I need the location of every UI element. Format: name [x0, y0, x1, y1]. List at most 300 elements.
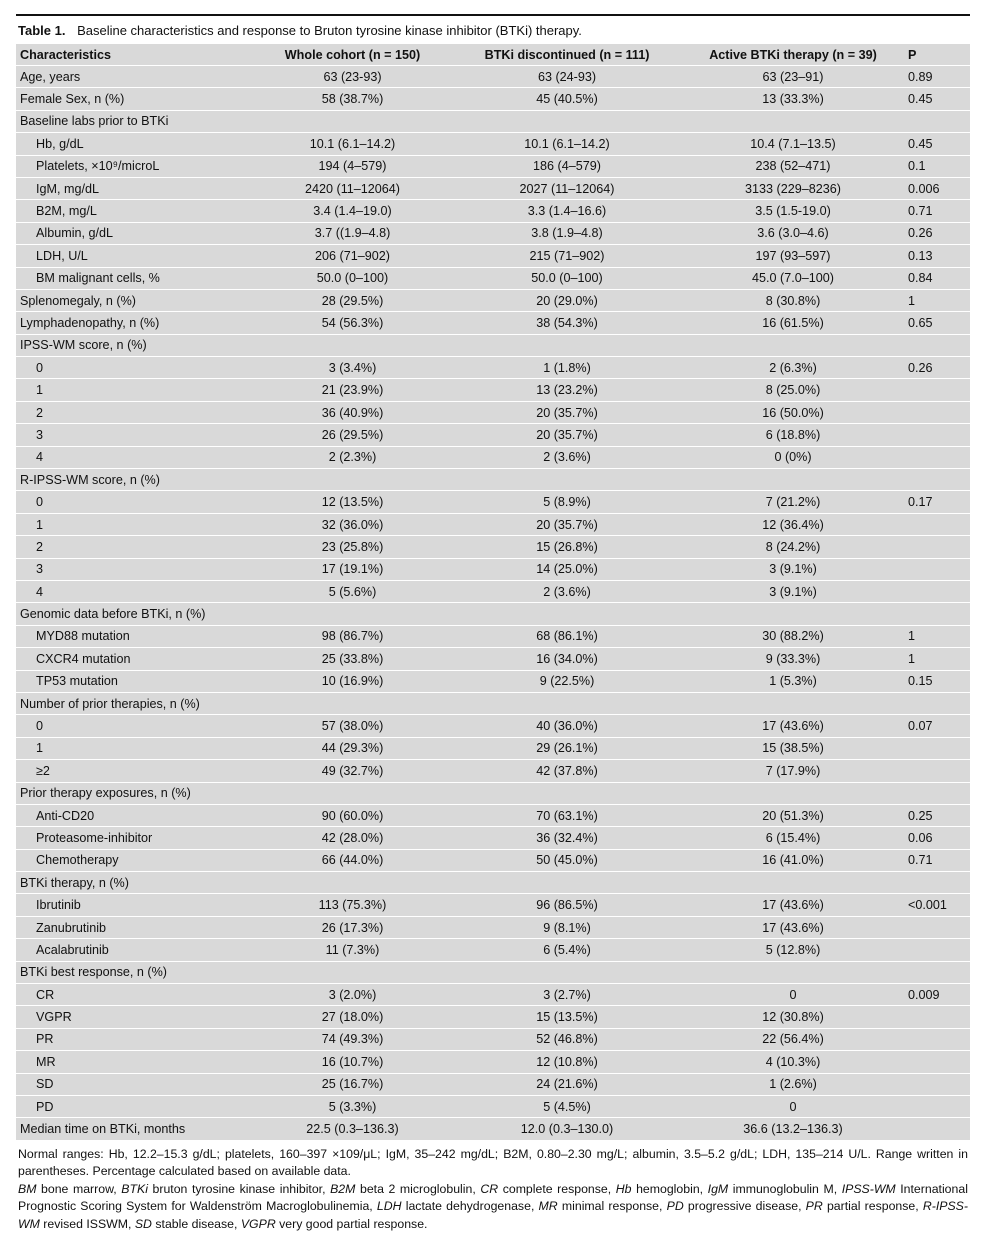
discontinued-value: 15 (13.5%): [536, 1010, 598, 1025]
table-row: [16, 670, 970, 692]
discontinued-value: [452, 334, 682, 356]
row-label: BTKi therapy, n (%): [20, 875, 129, 890]
discontinued-value: 96 (86.5%): [536, 898, 598, 913]
p-value: 0.25: [908, 808, 933, 823]
row-label: 2: [36, 405, 44, 420]
active-value: 17 (43.6%): [762, 719, 824, 734]
p-value: [904, 939, 970, 961]
whole-cohort-value: 5 (3.3%): [328, 1099, 377, 1114]
whole-cohort-value: 17 (19.1%): [321, 562, 384, 577]
whole-cohort-value: 26 (29.5%): [321, 427, 384, 442]
active-value: 6 (15.4%): [765, 830, 821, 845]
active-value: 36.6 (13.2–136.3): [743, 1122, 843, 1137]
abbrev-term: B2M: [330, 1181, 356, 1196]
whole-cohort-value: [253, 469, 452, 491]
characteristics-table: [16, 44, 970, 1140]
row-label: BTKi best response, n (%): [20, 965, 167, 980]
whole-cohort-value: 66 (44.0%): [321, 853, 384, 868]
abbrev-definition: stable disease: [155, 1216, 234, 1231]
row-label: Anti-CD20: [36, 808, 95, 823]
table-row: [16, 1095, 970, 1117]
row-label: PR: [36, 1032, 54, 1047]
p-value: [904, 334, 970, 356]
table-row: [16, 536, 970, 558]
discontinued-value: 70 (63.1%): [536, 808, 598, 823]
table-row: [16, 760, 970, 782]
active-value: [682, 961, 904, 983]
abbrev-definition: bone marrow: [41, 1181, 114, 1196]
row-label: Acalabrutinib: [36, 942, 109, 957]
discontinued-value: 38 (54.3%): [536, 315, 598, 330]
discontinued-value: 16 (34.0%): [536, 651, 598, 666]
p-value: 0.15: [908, 674, 933, 689]
row-label: Proteasome-inhibitor: [36, 830, 153, 845]
active-value: [682, 603, 904, 625]
active-value: 3133 (229–8236): [745, 181, 841, 196]
discontinued-value: 2 (3.6%): [543, 450, 591, 465]
table-row: [16, 334, 970, 356]
whole-cohort-value: 3.7 ((1.9–4.8): [314, 226, 391, 241]
row-label: Zanubrutinib: [36, 920, 107, 935]
active-value: 8 (25.0%): [765, 383, 821, 398]
p-value: [904, 424, 970, 446]
header-characteristics: Characteristics: [16, 44, 253, 66]
abbrev-definition: immunoglobulin M: [732, 1181, 834, 1196]
whole-cohort-value: [253, 110, 452, 132]
whole-cohort-value: 5 (5.6%): [328, 584, 377, 599]
discontinued-value: 3.8 (1.9–4.8): [531, 226, 603, 241]
p-value: [904, 580, 970, 602]
row-label: 4: [36, 450, 44, 465]
row-label: 1: [36, 383, 44, 398]
row-label: IPSS-WM score, n (%): [20, 338, 147, 353]
whole-cohort-value: 16 (10.7%): [321, 1054, 384, 1069]
active-value: 20 (51.3%): [762, 808, 824, 823]
abbrev-term: VGPR: [240, 1216, 276, 1231]
table-row: [16, 827, 970, 849]
discontinued-value: 20 (35.7%): [536, 427, 598, 442]
p-value: 0.06: [908, 830, 933, 845]
row-label: B2M, mg/L: [36, 204, 97, 219]
table-row: [16, 110, 970, 132]
discontinued-value: [452, 603, 682, 625]
p-value: 1: [908, 293, 916, 308]
table-row: [16, 267, 970, 289]
table-row: [16, 491, 970, 513]
table-row: [16, 737, 970, 759]
active-value: 3.6 (3.0–4.6): [757, 226, 829, 241]
active-value: 16 (41.0%): [762, 853, 824, 868]
discontinued-value: 20 (35.7%): [536, 517, 598, 532]
whole-cohort-value: 50.0 (0–100): [316, 271, 389, 286]
table-row: [16, 66, 970, 88]
p-value: [904, 469, 970, 491]
active-value: [682, 692, 904, 714]
whole-cohort-value: 57 (38.0%): [321, 719, 384, 734]
discontinued-value: 12.0 (0.3–130.0): [520, 1122, 614, 1137]
whole-cohort-value: [253, 334, 452, 356]
active-value: [682, 334, 904, 356]
active-value: 7 (17.9%): [765, 763, 821, 778]
active-value: 4 (10.3%): [765, 1054, 821, 1069]
p-value: [904, 782, 970, 804]
active-value: 16 (50.0%): [762, 405, 824, 420]
row-label: ≥2: [36, 763, 50, 778]
discontinued-value: 45 (40.5%): [536, 92, 598, 107]
row-label: IgM, mg/dL: [36, 181, 99, 196]
table-row: [16, 782, 970, 804]
whole-cohort-value: 194 (4–579): [318, 159, 387, 174]
header-whole-cohort: Whole cohort (n = 150): [253, 44, 452, 66]
table-row: [16, 1051, 970, 1073]
discontinued-value: 9 (8.1%): [543, 920, 591, 935]
table-row: [16, 379, 970, 401]
active-value: 2 (6.3%): [769, 360, 817, 375]
active-value: 6 (18.8%): [765, 427, 821, 442]
whole-cohort-value: 2 (2.3%): [328, 450, 377, 465]
p-value: 1: [908, 651, 916, 666]
p-value: 0.65: [908, 315, 933, 330]
header-active-btki: Active BTKi therapy (n = 39): [682, 44, 904, 66]
active-value: 12 (30.8%): [762, 1010, 824, 1025]
active-value: 197 (93–597): [755, 248, 831, 263]
whole-cohort-value: 26 (17.3%): [321, 920, 384, 935]
active-value: 16 (61.5%): [762, 315, 824, 330]
row-label: 3: [36, 427, 44, 442]
p-value: 0.89: [908, 69, 933, 84]
row-label: Median time on BTKi, months: [20, 1122, 186, 1137]
row-label: LDH, U/L: [36, 248, 88, 263]
row-label: CR: [36, 987, 55, 1002]
table-row: [16, 245, 970, 267]
active-value: 17 (43.6%): [762, 898, 824, 913]
p-value: 0.71: [908, 853, 933, 868]
p-value: [904, 961, 970, 983]
discontinued-value: [452, 110, 682, 132]
discontinued-value: 52 (46.8%): [536, 1032, 598, 1047]
row-label: 0: [36, 719, 44, 734]
whole-cohort-value: 32 (36.0%): [321, 517, 384, 532]
p-value: <0.001: [908, 898, 947, 913]
abbrev-term: R-IPSS-WM: [18, 1199, 968, 1231]
table-row: [16, 648, 970, 670]
abbrev-term: BTKi: [121, 1181, 148, 1196]
active-value: 5 (12.8%): [765, 942, 821, 957]
discontinued-value: 2027 (11–12064): [519, 181, 615, 196]
active-value: 3 (9.1%): [769, 562, 817, 577]
row-label: Platelets, ×10⁹/microL: [36, 159, 160, 174]
discontinued-value: 36 (32.4%): [536, 830, 598, 845]
discontinued-value: [452, 692, 682, 714]
active-value: 10.4 (7.1–13.5): [750, 136, 836, 151]
active-value: 238 (52–471): [755, 159, 831, 174]
table-row: [16, 513, 970, 535]
table-row: [16, 88, 970, 110]
whole-cohort-value: 206 (71–902): [315, 248, 390, 263]
abbrev-term: PD: [666, 1199, 684, 1214]
active-value: 17 (43.6%): [762, 920, 824, 935]
active-value: 45.0 (7.0–100): [752, 271, 834, 286]
table-body: [16, 66, 970, 1140]
active-value: 1 (5.3%): [769, 674, 817, 689]
p-value: [904, 1073, 970, 1095]
whole-cohort-value: 44 (29.3%): [321, 741, 384, 756]
discontinued-value: 15 (26.8%): [536, 539, 598, 554]
table-row: [16, 289, 970, 311]
discontinued-value: 20 (29.0%): [536, 293, 598, 308]
discontinued-value: [452, 872, 682, 894]
row-label: SD: [36, 1077, 54, 1092]
table-row: [16, 312, 970, 334]
row-label: Splenomegaly, n (%): [20, 293, 136, 308]
p-value: [904, 513, 970, 535]
whole-cohort-value: 3 (3.4%): [328, 360, 377, 375]
p-value: [904, 379, 970, 401]
discontinued-value: [452, 961, 682, 983]
p-value: [904, 401, 970, 423]
discontinued-value: 3 (2.7%): [543, 987, 591, 1002]
table-row: [16, 222, 970, 244]
abbrev-term: BM: [18, 1181, 37, 1196]
whole-cohort-value: 42 (28.0%): [321, 830, 384, 845]
table-row: [16, 155, 970, 177]
row-label: CXCR4 mutation: [36, 651, 131, 666]
abbrev-term: IgM: [707, 1181, 729, 1196]
active-value: 63 (23–91): [762, 69, 824, 84]
whole-cohort-value: 25 (16.7%): [321, 1077, 384, 1092]
row-label: TP53 mutation: [36, 674, 118, 689]
row-label: 4: [36, 584, 44, 599]
table-row: [16, 715, 970, 737]
abbrev-definition: beta 2 microglobulin: [359, 1181, 473, 1196]
p-value: 0.71: [908, 204, 933, 219]
active-value: [682, 110, 904, 132]
whole-cohort-value: 21 (23.9%): [321, 383, 384, 398]
discontinued-value: 9 (22.5%): [539, 674, 595, 689]
abbrev-term: LDH: [376, 1199, 402, 1214]
table-row: [16, 200, 970, 222]
abbrev-definition: lactate dehydrogenase: [405, 1199, 531, 1214]
discontinued-value: 2 (3.6%): [543, 584, 591, 599]
abbrev-term: PR: [805, 1199, 823, 1214]
whole-cohort-value: 63 (23-93): [323, 69, 382, 84]
table-row: [16, 558, 970, 580]
p-value: 0.45: [908, 136, 933, 151]
abbrev-term: CR: [480, 1181, 499, 1196]
whole-cohort-value: 10.1 (6.1–14.2): [309, 136, 396, 151]
whole-cohort-value: [253, 782, 452, 804]
table-row: [16, 401, 970, 423]
whole-cohort-value: [253, 961, 452, 983]
table-row: [16, 580, 970, 602]
active-value: 12 (36.4%): [762, 517, 824, 532]
row-label: Number of prior therapies, n (%): [20, 696, 200, 711]
table-row: [16, 939, 970, 961]
discontinued-value: 40 (36.0%): [536, 719, 598, 734]
table-row: [16, 177, 970, 199]
p-value: 0.1: [908, 159, 926, 174]
whole-cohort-value: 49 (32.7%): [321, 763, 384, 778]
row-label: Chemotherapy: [36, 853, 119, 868]
row-label: Baseline labs prior to BTKi: [20, 114, 169, 129]
discontinued-value: 63 (24-93): [537, 69, 597, 84]
whole-cohort-value: [253, 603, 452, 625]
whole-cohort-value: 10 (16.9%): [321, 674, 384, 689]
table-row: [16, 872, 970, 894]
abbrev-definition: bruton tyrosine kinase inhibitor: [152, 1181, 323, 1196]
p-value: [904, 916, 970, 938]
table-row: [16, 849, 970, 871]
discontinued-value: 13 (23.2%): [536, 383, 598, 398]
row-label: 2: [36, 539, 44, 554]
p-value: 0.009: [908, 987, 940, 1002]
caption-label: Table 1.: [18, 23, 66, 38]
row-label: 3: [36, 562, 44, 577]
whole-cohort-value: [253, 692, 452, 714]
row-label: 1: [36, 741, 44, 756]
discontinued-value: 3.3 (1.4–16.6): [527, 204, 607, 219]
row-label: 0: [36, 360, 44, 375]
row-label: Albumin, g/dL: [36, 226, 114, 241]
abbrev-definition: very good partial response: [279, 1216, 425, 1231]
whole-cohort-value: 22.5 (0.3–136.3): [306, 1122, 399, 1137]
p-value: 0.26: [908, 226, 933, 241]
active-value: 7 (21.2%): [765, 495, 821, 510]
table-row: [16, 961, 970, 983]
p-value: [904, 1028, 970, 1050]
whole-cohort-value: 27 (18.0%): [321, 1010, 384, 1025]
table-row: [16, 625, 970, 647]
row-label: Lymphadenopathy, n (%): [20, 315, 160, 330]
active-value: 22 (56.4%): [762, 1032, 824, 1047]
abbrev-definition: complete response: [502, 1181, 608, 1196]
whole-cohort-value: 11 (7.3%): [325, 942, 380, 957]
abbrev-definition: partial response: [826, 1199, 916, 1214]
p-value: 0.45: [908, 92, 933, 107]
table-row: [16, 804, 970, 826]
discontinued-value: 50 (45.0%): [536, 853, 598, 868]
whole-cohort-value: 58 (38.7%): [321, 92, 384, 107]
discontinued-value: [452, 782, 682, 804]
header-p-value: P: [904, 44, 970, 66]
discontinued-value: 50.0 (0–100): [531, 271, 603, 286]
active-value: 8 (30.8%): [765, 293, 821, 308]
p-value: 0.26: [908, 360, 933, 375]
active-value: 30 (88.2%): [762, 629, 824, 644]
discontinued-value: 42 (37.8%): [536, 763, 598, 778]
p-value: [904, 536, 970, 558]
abbrev-definition: hemoglobin: [636, 1181, 700, 1196]
row-label: Female Sex, n (%): [20, 92, 125, 107]
p-value: [904, 760, 970, 782]
row-label: Prior therapy exposures, n (%): [20, 786, 191, 801]
row-label: PD: [36, 1099, 54, 1114]
active-value: [682, 872, 904, 894]
table-row: [16, 446, 970, 468]
table-footnotes: [16, 1146, 968, 1233]
table-row: [16, 424, 970, 446]
table-row: [16, 1118, 970, 1140]
footnote-abbreviations: BM bone marrow, BTKi bruton tyrosine kinase inhibitor, B2M beta 2 microglobulin, CR complete response, Hb hemoglobin, IgM immunoglobulin M, IPSS-WM International Prognostic Scoring System for Waldenström Macroglobulinemia, LDH lactate dehydrogenase, MR minimal response, PD progressive disease, PR partial response, R-IPSS-WM revised ISSWM, SD stable disease, VGPR very good partial response.: [18, 1181, 968, 1231]
whole-cohort-value: 74 (49.3%): [321, 1032, 384, 1047]
p-value: [904, 737, 970, 759]
discontinued-value: 215 (71–902): [529, 248, 605, 263]
whole-cohort-value: 36 (40.9%): [321, 405, 384, 420]
abbrev-definition: minimal response: [561, 1199, 660, 1214]
table-row: [16, 603, 970, 625]
caption-text: Baseline characteristics and response to Bruton tyrosine kinase inhibitor (BTKi) therapy.: [77, 23, 582, 38]
abbrev-term: SD: [134, 1216, 152, 1231]
row-label: Genomic data before BTKi, n (%): [20, 607, 206, 622]
table-row: [16, 1073, 970, 1095]
row-label: 1: [36, 517, 44, 532]
discontinued-value: 6 (5.4%): [543, 942, 591, 957]
table-row: [16, 1028, 970, 1050]
table-header-row: [16, 44, 970, 66]
whole-cohort-value: 25 (33.8%): [321, 651, 384, 666]
row-label: Ibrutinib: [36, 898, 81, 913]
active-value: [682, 782, 904, 804]
table-row: [16, 1006, 970, 1028]
active-value: 8 (24.2%): [765, 539, 821, 554]
discontinued-value: 29 (26.1%): [536, 741, 598, 756]
p-value: [904, 1118, 970, 1140]
row-label: MR: [36, 1054, 56, 1069]
p-value: [904, 1006, 970, 1028]
active-value: 15 (38.5%): [762, 741, 824, 756]
abbrev-term: IPSS-WM: [841, 1181, 896, 1196]
table-row: [16, 357, 970, 379]
discontinued-value: 14 (25.0%): [536, 562, 598, 577]
p-value: 0.07: [908, 719, 933, 734]
active-value: 0: [789, 1099, 797, 1114]
whole-cohort-value: 28 (29.5%): [321, 293, 384, 308]
whole-cohort-value: 90 (60.0%): [321, 808, 384, 823]
active-value: 0: [789, 987, 797, 1002]
row-label: MYD88 mutation: [36, 629, 130, 644]
active-value: 1 (2.6%): [769, 1077, 817, 1092]
discontinued-value: 24 (21.6%): [536, 1077, 598, 1092]
abbrev-definition: International Prognostic Scoring System for Waldenström Macroglobulinemia: [18, 1181, 968, 1214]
header-btki-discontinued: BTKi discontinued (n = 111): [452, 44, 682, 66]
discontinued-value: 5 (4.5%): [543, 1099, 591, 1114]
active-value: 9 (33.3%): [765, 651, 821, 666]
discontinued-value: 10.1 (6.1–14.2): [524, 136, 610, 151]
discontinued-value: 5 (8.9%): [543, 495, 591, 510]
p-value: 0.17: [908, 495, 933, 510]
p-value: [904, 603, 970, 625]
abbrev-definition: progressive disease: [687, 1199, 799, 1214]
p-value: [904, 1051, 970, 1073]
table-row: [16, 469, 970, 491]
row-label: BM malignant cells, %: [36, 271, 160, 286]
row-label: VGPR: [36, 1010, 72, 1025]
table-row: [16, 692, 970, 714]
whole-cohort-value: 23 (25.8%): [321, 539, 384, 554]
table-figure: [16, 14, 970, 1233]
p-value: 0.13: [908, 248, 933, 263]
row-label: 0: [36, 495, 44, 510]
discontinued-value: [452, 469, 682, 491]
p-value: [904, 446, 970, 468]
p-value: [904, 1095, 970, 1117]
row-label: Hb, g/dL: [36, 136, 84, 151]
p-value: [904, 558, 970, 580]
whole-cohort-value: 98 (86.7%): [321, 629, 384, 644]
whole-cohort-value: 2420 (11–12064): [305, 181, 400, 196]
discontinued-value: 20 (35.7%): [536, 405, 598, 420]
active-value: 3.5 (1.5-19.0): [755, 204, 831, 219]
